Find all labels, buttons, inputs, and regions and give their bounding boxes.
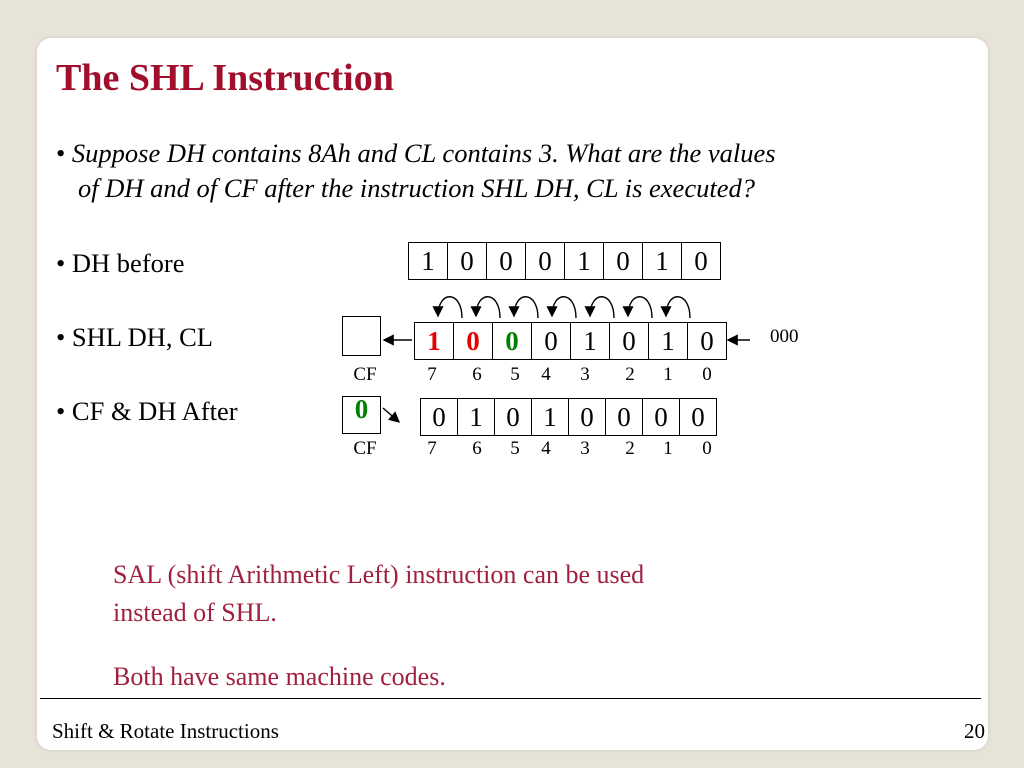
- dh-before-bit-5: 0: [487, 242, 526, 280]
- shift-bit-2: 0: [610, 322, 649, 360]
- shift-arrow-6: [628, 297, 652, 318]
- dh-before-bit-6: 0: [448, 242, 487, 280]
- dh-before-bit-2: 0: [604, 242, 643, 280]
- index-3: 3: [580, 364, 590, 385]
- shift-arrow-1: [438, 297, 462, 318]
- shift-arrow-2: [476, 297, 500, 318]
- shift-arrow-3: [514, 297, 538, 318]
- after-bit-7: 0: [420, 398, 458, 436]
- cf-box-shift: [342, 316, 381, 356]
- shift-bit-6: 0: [454, 322, 493, 360]
- dh-before-bit-4: 0: [526, 242, 565, 280]
- question-line-1: Suppose DH contains 8Ah and CL contains 3. What are the values: [71, 138, 776, 168]
- index-7: 7: [427, 364, 437, 385]
- shift-register: [414, 322, 727, 360]
- cf-label-after: CF: [353, 438, 377, 459]
- footer-divider: [40, 698, 981, 699]
- shift-bit-3: 1: [571, 322, 610, 360]
- dh-before-bit-0: 0: [682, 242, 721, 280]
- cf-label: CF: [353, 364, 377, 385]
- after-bit-1: 0: [643, 398, 680, 436]
- after-bit-4: 1: [532, 398, 569, 436]
- after-index-3: 3: [580, 438, 590, 459]
- cf-after-value: 0: [354, 394, 369, 424]
- index-4: 4: [541, 364, 551, 385]
- index-6: 6: [472, 364, 482, 385]
- index-2: 2: [625, 364, 635, 385]
- bullet-shl: • SHL DH, CL: [56, 322, 213, 352]
- note-line-2: instead of SHL.: [113, 598, 277, 627]
- after-bit-6: 1: [458, 398, 495, 436]
- after-index-6: 6: [472, 438, 482, 459]
- shift-bit-1: 1: [649, 322, 688, 360]
- after-index-7: 7: [427, 438, 437, 459]
- shift-bit-7: 1: [414, 322, 454, 360]
- index-5: 5: [510, 364, 520, 385]
- shift-bit-4: 0: [532, 322, 571, 360]
- shift-bit-0: 0: [688, 322, 727, 360]
- index-0: 0: [702, 364, 712, 385]
- after-bit-3: 0: [569, 398, 606, 436]
- after-index-0: 0: [702, 438, 712, 459]
- bullet-after: • CF & DH After: [56, 396, 238, 426]
- after-bit-5: 0: [495, 398, 532, 436]
- dh-after-register: [420, 398, 717, 436]
- question-line-2: of DH and of CF after the instruction SHL DH, CL is executed?: [78, 173, 755, 203]
- page-number: 20: [964, 719, 985, 743]
- dh-before-bit-7: 1: [408, 242, 448, 280]
- note-line-3: Both have same machine codes.: [113, 662, 446, 691]
- after-index-5: 5: [510, 438, 520, 459]
- slide-title: The SHL Instruction: [56, 57, 394, 99]
- shift-arrow-7: [666, 297, 690, 318]
- note-line-1: SAL (shift Arithmetic Left) instruction can be used: [113, 560, 645, 589]
- shift-arrow-5: [590, 297, 614, 318]
- shift-bit-5: 0: [493, 322, 532, 360]
- index-1: 1: [663, 364, 673, 385]
- after-bit-0: 0: [680, 398, 717, 436]
- footer-title: Shift & Rotate Instructions: [52, 719, 279, 743]
- after-bit-2: 0: [606, 398, 643, 436]
- after-index-4: 4: [541, 438, 551, 459]
- arrow-cf-after: [383, 408, 399, 422]
- dh-before-bit-1: 1: [643, 242, 682, 280]
- incoming-zeros: 000: [770, 326, 799, 347]
- shift-arrow-4: [552, 297, 576, 318]
- dh-before-bit-3: 1: [565, 242, 604, 280]
- question-bullet: •: [56, 138, 66, 168]
- after-index-1: 1: [663, 438, 673, 459]
- bullet-dh-before: • DH before: [56, 248, 185, 278]
- after-index-2: 2: [625, 438, 635, 459]
